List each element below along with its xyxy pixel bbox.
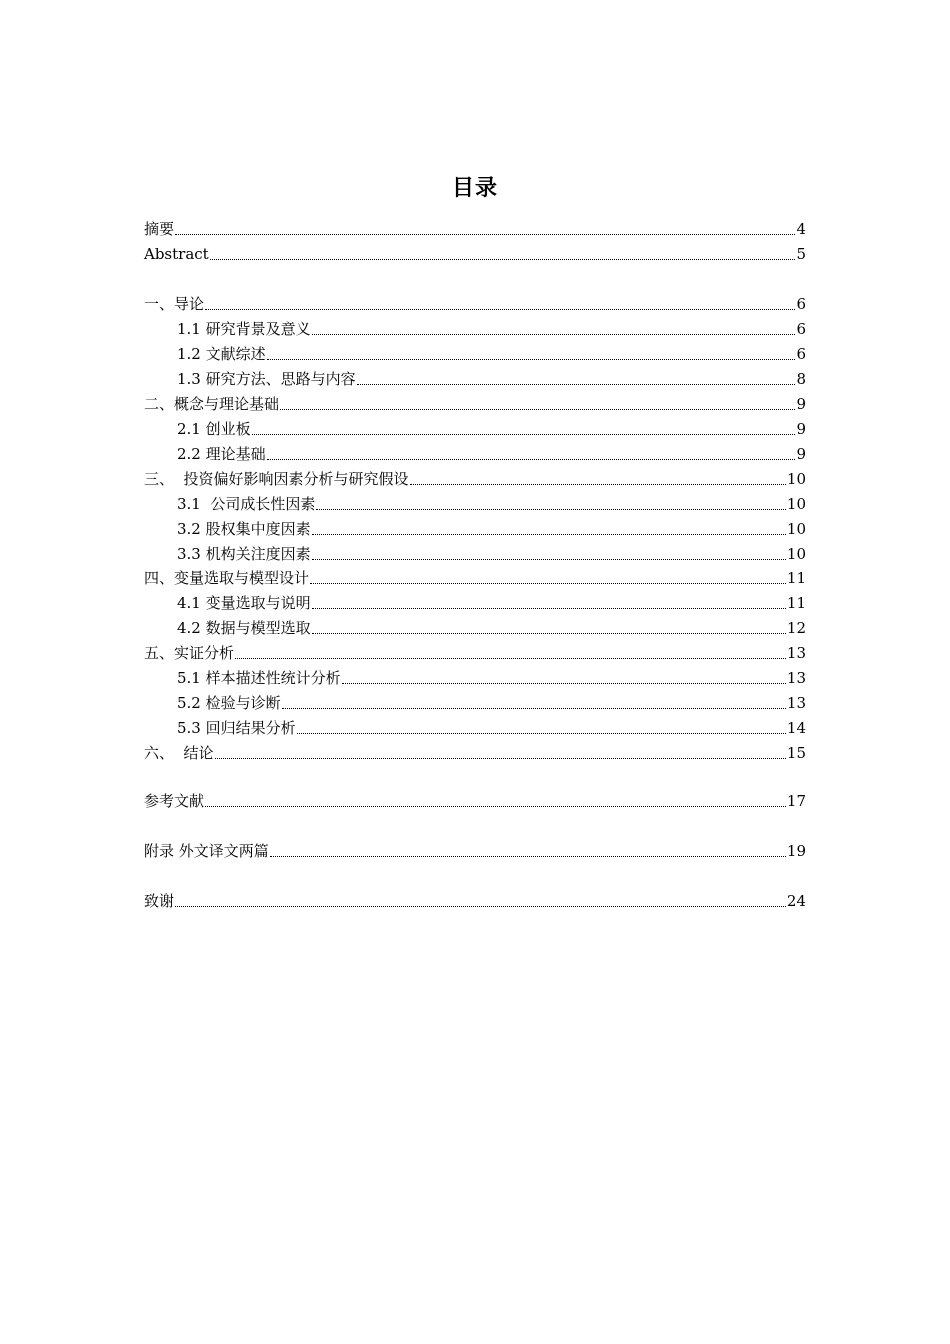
dot-leader bbox=[175, 906, 786, 907]
toc-entry[interactable] bbox=[177, 490, 806, 514]
toc-entry[interactable] bbox=[177, 515, 806, 539]
toc-entry[interactable] bbox=[144, 887, 806, 911]
toc-entry-page: 10 bbox=[786, 470, 806, 488]
toc-entry-page: 15 bbox=[786, 744, 806, 762]
toc-entry-label: 5.1 样本描述性统计分析 bbox=[177, 669, 341, 687]
toc-entry-page: 24 bbox=[786, 892, 806, 910]
toc-entry-page: 10 bbox=[786, 495, 806, 513]
dot-leader bbox=[205, 309, 795, 310]
toc-entry-page: 17 bbox=[786, 792, 806, 810]
toc-entry-page: 10 bbox=[786, 545, 806, 563]
toc-entry[interactable] bbox=[144, 240, 806, 264]
toc-entry-page: 19 bbox=[786, 842, 806, 860]
toc-entry[interactable] bbox=[177, 540, 806, 564]
dot-leader bbox=[310, 583, 786, 584]
dot-leader bbox=[342, 683, 786, 684]
dot-leader bbox=[316, 509, 786, 510]
toc-entry-label: 六、 结论 bbox=[144, 744, 214, 762]
dot-leader bbox=[312, 334, 796, 335]
toc-entry-label: 参考文献 bbox=[144, 792, 205, 810]
dot-leader bbox=[252, 434, 796, 435]
dot-leader bbox=[210, 259, 796, 260]
toc-entry[interactable] bbox=[144, 564, 806, 588]
toc-entry[interactable] bbox=[177, 315, 806, 339]
toc-entry-label: 一、导论 bbox=[144, 295, 205, 313]
toc-entry[interactable] bbox=[177, 415, 806, 439]
toc-entry[interactable] bbox=[177, 714, 806, 738]
toc-entry[interactable] bbox=[177, 614, 806, 638]
toc-entry-label: 附录 外文译文两篇 bbox=[144, 842, 269, 860]
toc-entry-page: 11 bbox=[786, 569, 806, 587]
toc-entry-label: 4.1 变量选取与说明 bbox=[177, 594, 311, 612]
toc-title: 目录 bbox=[451, 176, 498, 201]
toc-entry[interactable] bbox=[177, 340, 806, 364]
toc-entry-label: 致谢 bbox=[144, 892, 175, 910]
dot-leader bbox=[267, 359, 796, 360]
toc-entry-label: 5.2 检验与诊断 bbox=[177, 694, 281, 712]
toc-entry-page: 11 bbox=[786, 594, 806, 612]
toc-entry-page: 4 bbox=[796, 220, 806, 238]
dot-leader bbox=[280, 409, 795, 410]
dot-leader bbox=[215, 758, 786, 759]
toc-entry-page: 12 bbox=[786, 619, 806, 637]
toc-entry-page: 10 bbox=[786, 520, 806, 538]
toc-entry[interactable] bbox=[177, 440, 806, 464]
toc-entry-label: 2.1 创业板 bbox=[177, 420, 251, 438]
toc-entry[interactable] bbox=[177, 689, 806, 713]
toc-entry-label: 4.2 数据与模型选取 bbox=[177, 619, 311, 637]
toc-entry[interactable] bbox=[177, 589, 806, 613]
toc-entry-page: 13 bbox=[786, 644, 806, 662]
dot-leader bbox=[410, 484, 786, 485]
toc-entry-page: 13 bbox=[786, 694, 806, 712]
dot-leader bbox=[312, 608, 786, 609]
toc-entry-page: 6 bbox=[796, 295, 806, 313]
toc-entry-label: 三、 投资偏好影响因素分析与研究假设 bbox=[144, 470, 409, 488]
toc-entry-label: 2.2 理论基础 bbox=[177, 445, 266, 463]
toc-entry[interactable] bbox=[144, 290, 806, 314]
toc-entry[interactable] bbox=[144, 465, 806, 489]
dot-leader bbox=[175, 234, 795, 235]
dot-leader bbox=[312, 559, 786, 560]
toc-entry-label: 5.3 回归结果分析 bbox=[177, 719, 296, 737]
toc-entry-page: 9 bbox=[796, 445, 806, 463]
toc-entry-page: 8 bbox=[796, 370, 806, 388]
toc-entry-page: 9 bbox=[796, 420, 806, 438]
toc-entry-label: Abstract bbox=[144, 245, 209, 263]
toc-entry-label: 1.1 研究背景及意义 bbox=[177, 320, 311, 338]
dot-leader bbox=[357, 384, 796, 385]
toc-entry-page: 14 bbox=[786, 719, 806, 737]
toc-entry-label: 1.3 研究方法、思路与内容 bbox=[177, 370, 356, 388]
toc-entry-label: 五、实证分析 bbox=[144, 644, 235, 662]
toc-entry[interactable] bbox=[144, 837, 806, 861]
dot-leader bbox=[267, 459, 796, 460]
dot-leader bbox=[205, 806, 786, 807]
toc-entry[interactable] bbox=[144, 390, 806, 414]
toc-entry-label: 3.3 机构关注度因素 bbox=[177, 545, 311, 563]
toc-entry-label: 摘要 bbox=[144, 220, 175, 238]
dot-leader bbox=[312, 633, 786, 634]
toc-entry[interactable] bbox=[144, 639, 806, 663]
toc-entry-page: 6 bbox=[796, 345, 806, 363]
toc-entry-label: 二、概念与理论基础 bbox=[144, 395, 280, 413]
toc-entry-page: 6 bbox=[796, 320, 806, 338]
toc-entry-label: 3.2 股权集中度因素 bbox=[177, 520, 311, 538]
toc-entry-label: 3.1 公司成长性因素 bbox=[177, 495, 316, 513]
dot-leader bbox=[297, 733, 786, 734]
toc-entry-label: 1.2 文献综述 bbox=[177, 345, 266, 363]
toc-entry[interactable] bbox=[177, 664, 806, 688]
toc-entry[interactable] bbox=[177, 365, 806, 389]
toc-entry-page: 13 bbox=[786, 669, 806, 687]
toc-entry-page: 9 bbox=[796, 395, 806, 413]
toc-entry-label: 四、变量选取与模型设计 bbox=[144, 569, 310, 587]
toc-entry[interactable] bbox=[144, 739, 806, 763]
dot-leader bbox=[312, 534, 786, 535]
toc-entry-page: 5 bbox=[796, 245, 806, 263]
dot-leader bbox=[270, 856, 786, 857]
toc-entry[interactable] bbox=[144, 215, 806, 239]
toc-entry[interactable] bbox=[144, 787, 806, 811]
dot-leader bbox=[235, 658, 786, 659]
dot-leader bbox=[282, 708, 786, 709]
